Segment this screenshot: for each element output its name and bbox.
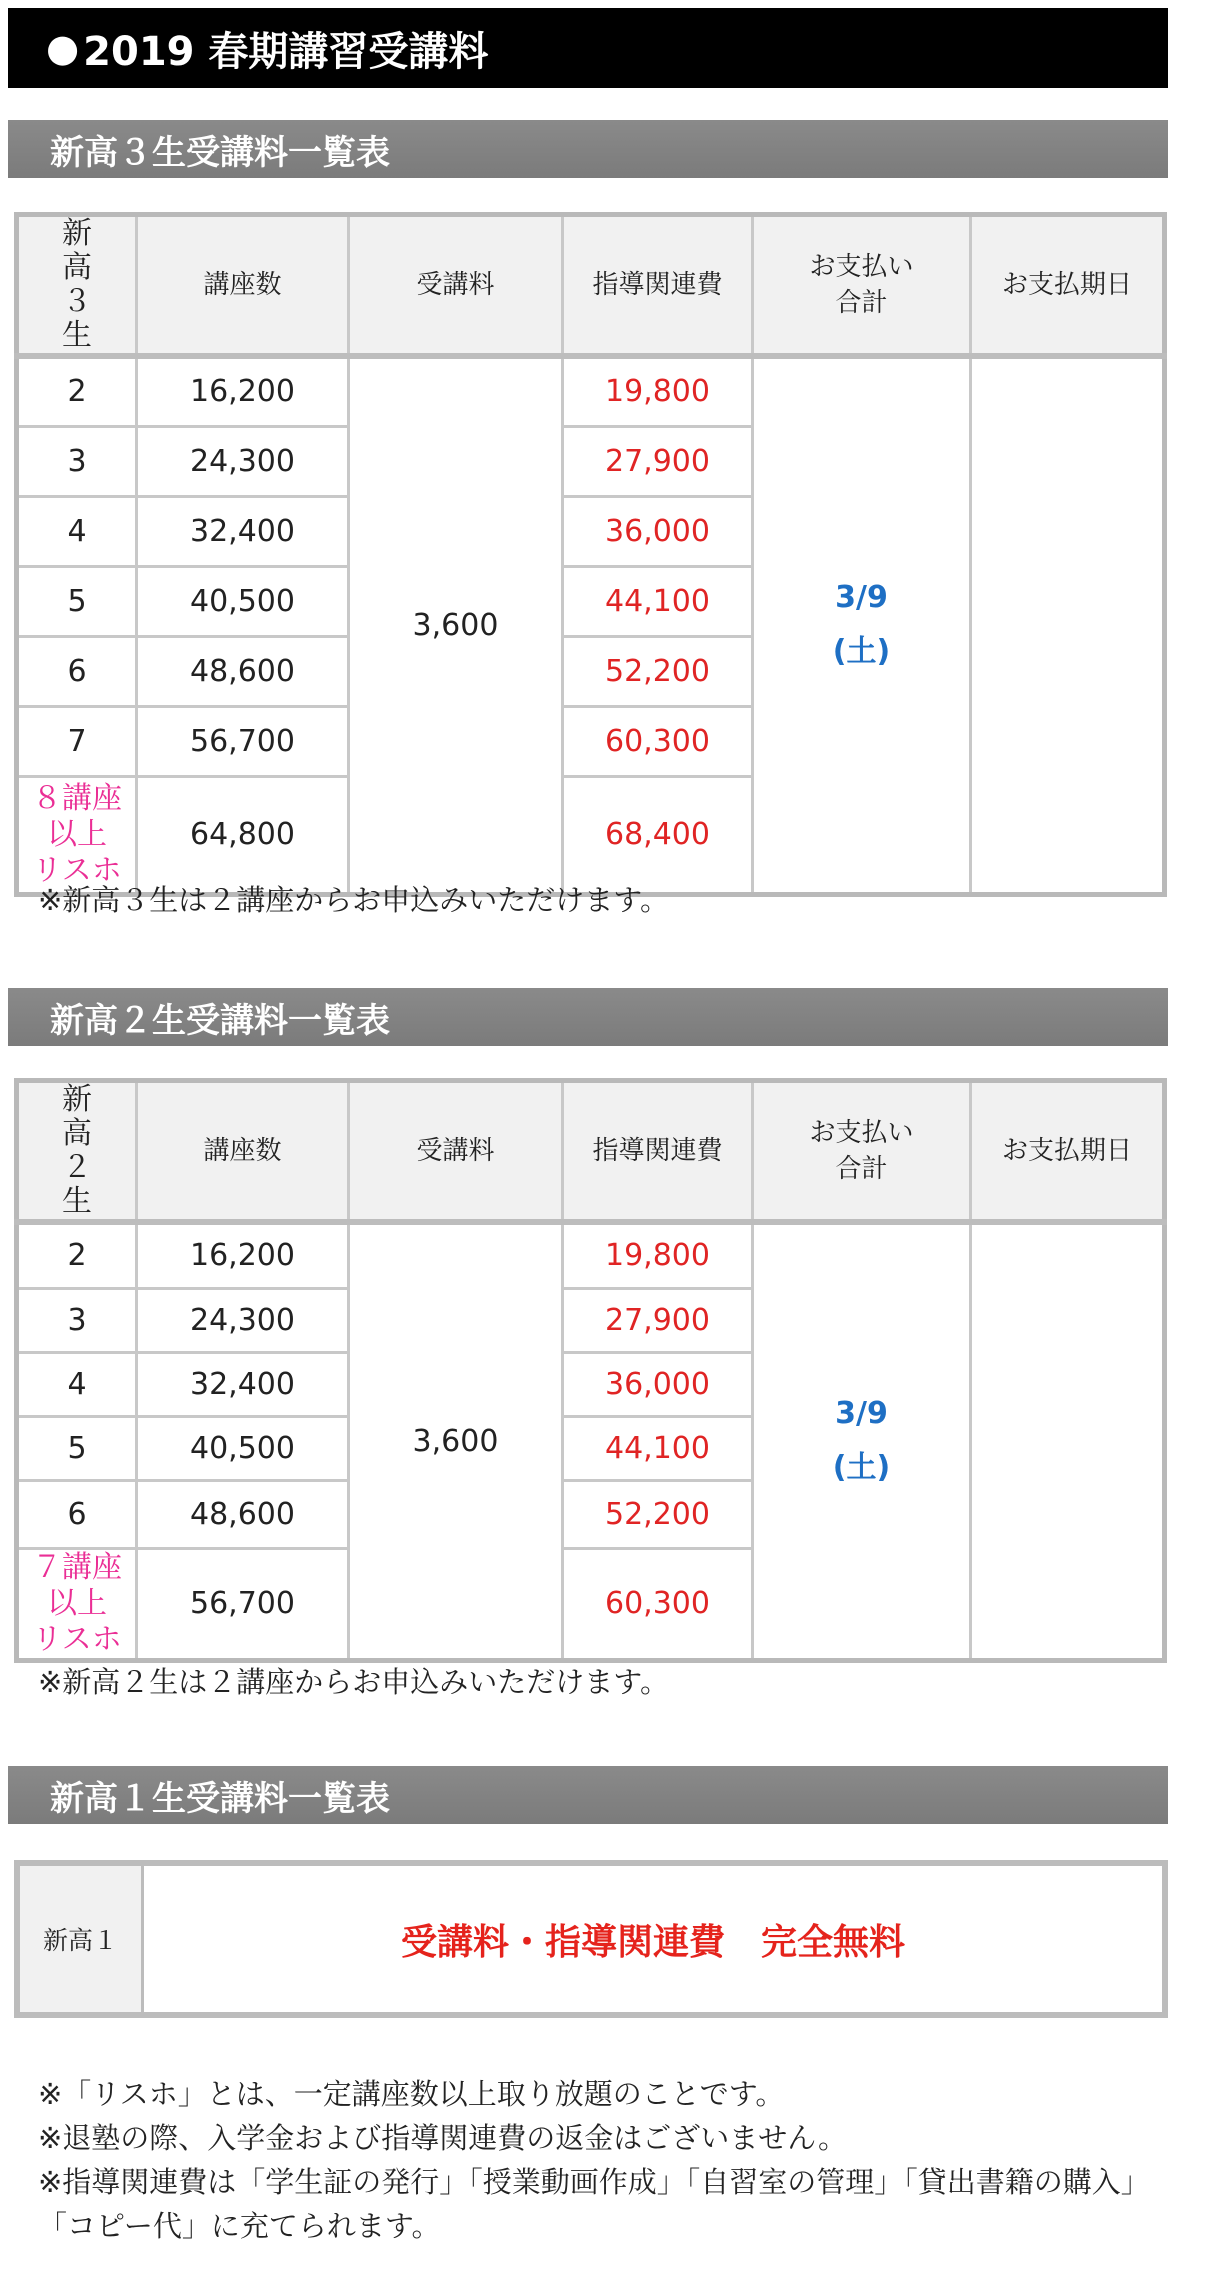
cell-fee: 48,600	[137, 636, 349, 706]
header-due: お支払期日	[971, 215, 1165, 357]
grade-label-cell: 新高３生	[17, 215, 137, 357]
cell-risuho-label: ７講座以上 リスホ	[17, 1548, 137, 1660]
fee-table-grade2	[14, 1078, 1167, 1663]
table-row	[17, 636, 1165, 706]
header-related: 指導関連費	[563, 215, 753, 357]
note-grade3: ※新高３生は２講座からお申込みいただけます。	[38, 883, 669, 917]
note-grade2: ※新高２生は２講座からお申込みいただけます。	[38, 1665, 669, 1699]
bullet-icon: ●	[46, 26, 80, 70]
header-due: お支払期日	[971, 1081, 1165, 1223]
cell-count: 7	[17, 706, 137, 776]
cell-total: 52,200	[563, 1480, 753, 1548]
cell-total: 60,300	[563, 706, 753, 776]
cell-related-fee: 3,600	[349, 1222, 563, 1660]
section-title: 新高１生受講料一覧表	[50, 1778, 390, 1819]
cell-fee: 32,400	[137, 496, 349, 566]
cell-fee: 40,500	[137, 566, 349, 636]
footnote-item: 「コピー代」に充てられます。	[38, 2209, 441, 2243]
cell-total: 19,800	[563, 356, 753, 426]
cell-count: 4	[17, 496, 137, 566]
grade1-label: 新高１	[20, 1866, 144, 2012]
cell-due-date: 3/9 (土)	[753, 1222, 971, 1660]
cell-fee: 56,700	[137, 1548, 349, 1660]
table-row-risuho	[17, 776, 1165, 894]
table-row	[17, 706, 1165, 776]
cell-total: 60,300	[563, 1548, 753, 1660]
table-row	[17, 1288, 1165, 1352]
section-header-grade1	[8, 1766, 1168, 1824]
cell-total: 52,200	[563, 636, 753, 706]
cell-related-fee: 3,600	[349, 356, 563, 894]
cell-count: 4	[17, 1352, 137, 1416]
cell-total: 36,000	[563, 496, 753, 566]
footnote-item: ※指導関連費は「学生証の発行」「授業動画作成」「自習室の管理」「貸出書籍の購入」	[38, 2165, 1150, 2199]
cell-total: 19,800	[563, 1222, 753, 1288]
cell-total: 27,900	[563, 1288, 753, 1352]
cell-total: 68,400	[563, 776, 753, 894]
grade1-free-text: 受講料・指導関連費 完全無料	[400, 1921, 905, 1963]
table-header-row	[17, 215, 1165, 357]
header-count: 講座数	[137, 215, 349, 357]
section-header-grade3	[8, 120, 1168, 178]
page-title: 2019 春期講習受講料	[83, 28, 489, 75]
cell-fee: 16,200	[137, 356, 349, 426]
cell-risuho-label: ８講座以上 リスホ	[17, 776, 137, 894]
section-title: 新高３生受講料一覧表	[50, 132, 390, 173]
table-row	[17, 1222, 1165, 1288]
table-row	[17, 356, 1165, 426]
cell-due-date: 3/9 (土)	[753, 356, 971, 894]
footnote-item: ※「リスホ」とは、一定講座数以上取り放題のことです。	[38, 2077, 785, 2111]
page-title-bar	[8, 8, 1168, 88]
cell-count: 3	[17, 1288, 137, 1352]
header-count: 講座数	[137, 1081, 349, 1223]
cell-total: 44,100	[563, 566, 753, 636]
cell-count: 5	[17, 566, 137, 636]
cell-fee: 16,200	[137, 1222, 349, 1288]
header-total: お支払い 合計	[753, 1081, 971, 1223]
table-header-row	[17, 1081, 1165, 1223]
grade-label-cell: 新高２生	[17, 1081, 137, 1223]
cell-count: 6	[17, 1480, 137, 1548]
header-related: 指導関連費	[563, 1081, 753, 1223]
cell-fee: 24,300	[137, 1288, 349, 1352]
cell-count: 2	[17, 356, 137, 426]
table-row	[17, 1480, 1165, 1548]
table-row	[17, 496, 1165, 566]
cell-fee: 64,800	[137, 776, 349, 894]
cell-count: 5	[17, 1416, 137, 1480]
section-title: 新高２生受講料一覧表	[50, 1000, 390, 1041]
cell-fee: 56,700	[137, 706, 349, 776]
header-total: お支払い 合計	[753, 215, 971, 357]
cell-count: 6	[17, 636, 137, 706]
fee-table-grade3	[14, 212, 1167, 897]
section-header-grade2	[8, 988, 1168, 1046]
header-fee: 受講料	[349, 215, 563, 357]
cell-fee: 40,500	[137, 1416, 349, 1480]
footnotes	[38, 2072, 1150, 2248]
cell-total: 27,900	[563, 426, 753, 496]
cell-count: 2	[17, 1222, 137, 1288]
table-row	[17, 426, 1165, 496]
cell-total: 44,100	[563, 1416, 753, 1480]
cell-fee: 48,600	[137, 1480, 349, 1548]
table-row	[17, 566, 1165, 636]
table-row	[17, 1416, 1165, 1480]
grade1-free-box	[14, 1860, 1168, 2018]
header-fee: 受講料	[349, 1081, 563, 1223]
footnote-item: ※退塾の際、入学金および指導関連費の返金はございません。	[38, 2121, 848, 2155]
cell-count: 3	[17, 426, 137, 496]
table-row	[17, 1352, 1165, 1416]
table-row-risuho	[17, 1548, 1165, 1660]
cell-fee: 24,300	[137, 426, 349, 496]
cell-total: 36,000	[563, 1352, 753, 1416]
cell-fee: 32,400	[137, 1352, 349, 1416]
